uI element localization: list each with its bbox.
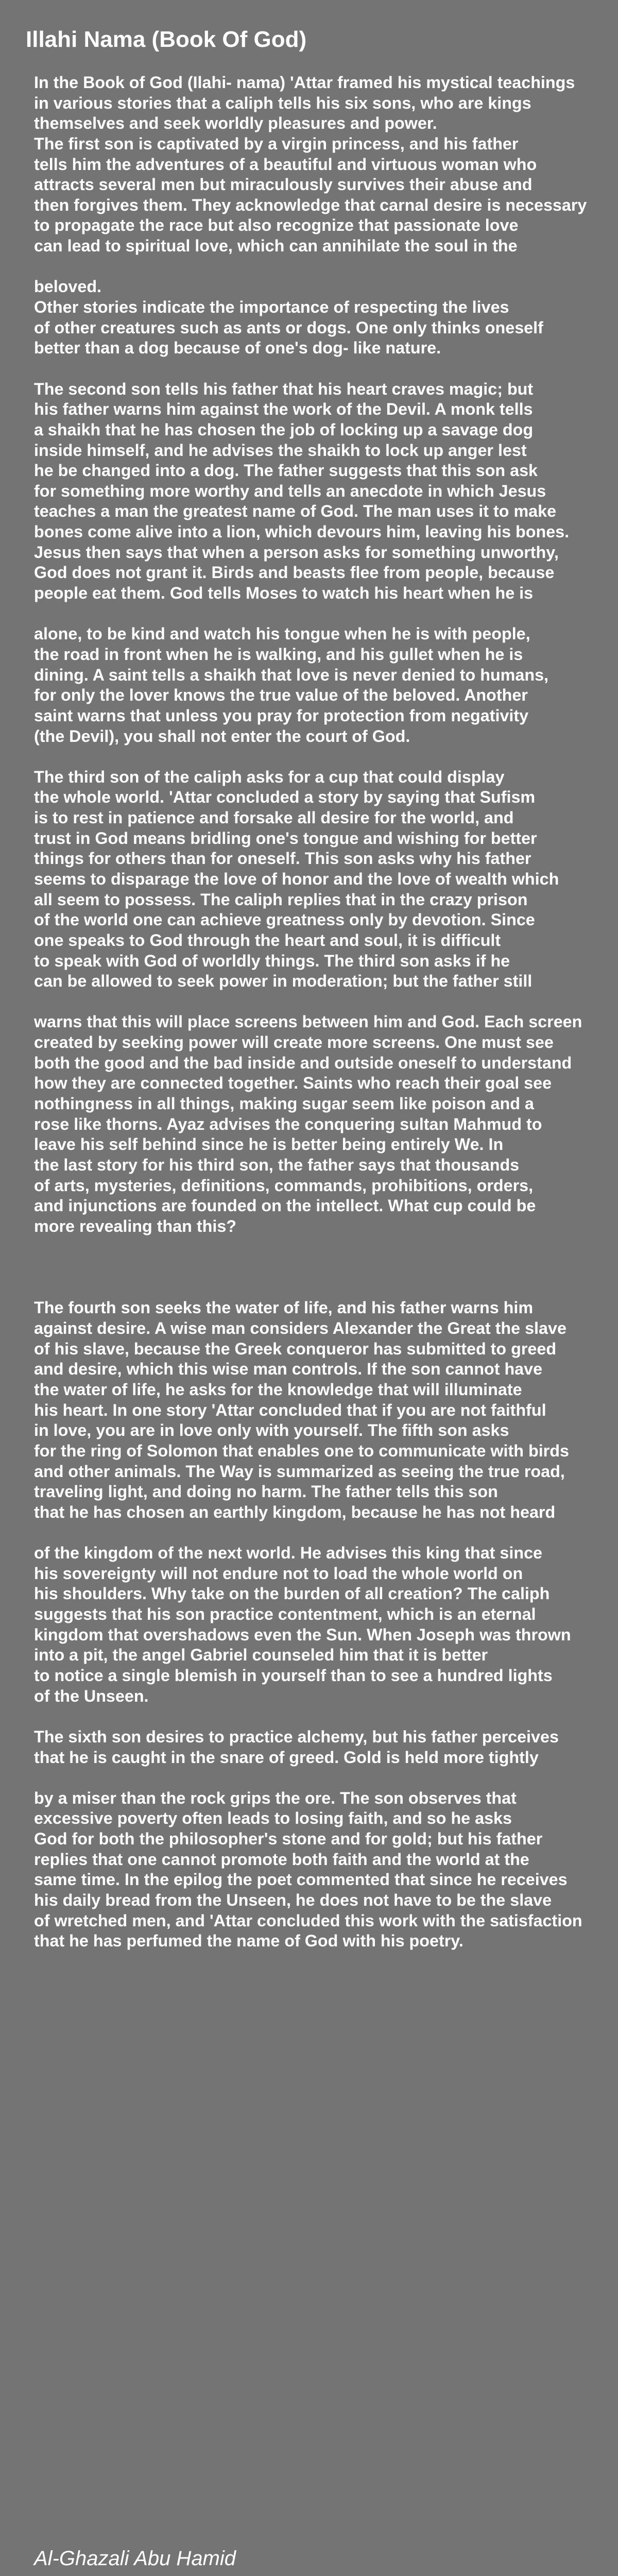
poem-line: In the Book of God (Ilahi- nama) 'Attar framed his mystical teachings — [34, 73, 575, 92]
poem-blank-line — [34, 992, 606, 1012]
poem-line: created by seeking power will create more screens. One must see — [34, 1033, 554, 1052]
poem-line: The sixth son desires to practice alchemy, but his father perceives — [34, 1727, 559, 1746]
poem-line: better than a dog because of one's dog- like nature. — [34, 338, 441, 358]
poem-line: by a miser than the rock grips the ore. The son observes that — [34, 1788, 517, 1807]
poem-line: the whole world. 'Attar concluded a story by saying that Sufism — [34, 788, 536, 807]
poem-line: people eat them. God tells Moses to watch his heart when he is — [34, 584, 534, 603]
poem-line: beloved. — [34, 277, 102, 296]
poem-line: to notice a single blemish in yourself than to see a hundred lights — [34, 1666, 553, 1685]
poem-line: and other animals. The Way is summarized as seeing the true road, — [34, 1462, 565, 1481]
poem-line: his shoulders. Why take on the burden of all creation? The caliph — [34, 1584, 550, 1603]
poem-line: his father warns him against the work of the Devil. A monk tells — [34, 400, 533, 419]
poem-blank-line — [34, 1522, 606, 1543]
poem-line: attracts several men but miraculously survives their abuse and — [34, 175, 533, 194]
poem-line: he be changed into a dog. The father suggests that this son ask — [34, 461, 538, 480]
poem-line: saint warns that unless you pray for protection from negativity — [34, 706, 529, 725]
poem-line: into a pit, the angel Gabriel counseled him that it is better — [34, 1646, 488, 1665]
poem-line: is to rest in patience and forsake all desire for the world, and — [34, 808, 514, 827]
poem-line: and injunctions are founded on the intellect. What cup could be — [34, 1196, 536, 1215]
poem-blank-line — [34, 1278, 606, 1298]
poem-line: same time. In the epilog the poet commented that since he receives — [34, 1870, 568, 1889]
poem-line: of arts, mysteries, definitions, commands, prohibitions, orders, — [34, 1176, 534, 1195]
poem-line: can lead to spiritual love, which can annihilate the soul in the — [34, 236, 518, 256]
poem-line: for the ring of Solomon that enables one to communicate with birds — [34, 1441, 569, 1460]
poem-line: for only the lover knows the true value of the beloved. Another — [34, 686, 528, 705]
poem-line: for something more worthy and tells an anecdote in which Jesus — [34, 481, 546, 500]
poem-line: his daily bread from the Unseen, he does not have to be the slave — [34, 1891, 552, 1910]
poem-line: (the Devil), you shall not enter the court of God. — [34, 726, 410, 745]
poem-line: both the good and the bad inside and outside oneself to understand — [34, 1053, 572, 1072]
poem-line: that he has perfumed the name of God with his poetry. — [34, 1931, 464, 1951]
poem-line: warns that this will place screens between him and God. Each screen — [34, 1012, 582, 1031]
poem-line: excessive poverty often leads to losing faith, and so he asks — [34, 1809, 512, 1828]
poem-blank-line — [34, 1257, 606, 1278]
poem-line: the road in front when he is walking, and his gullet when he is — [34, 645, 523, 664]
poem-line: teaches a man the greatest name of God. The man uses it to make — [34, 502, 557, 521]
poem-line: can be allowed to seek power in moderation; but the father still — [34, 972, 533, 991]
poem-line: trust in God means bridling one's tongue and wishing for better — [34, 828, 537, 848]
poem-line: God does not grant it. Birds and beasts flee from people, because — [34, 563, 555, 582]
poem-blank-line — [34, 1768, 606, 1788]
poem-line: of other creatures such as ants or dogs. One only thinks oneself — [34, 318, 543, 337]
poem-line: the last story for his third son, the father says that thousands — [34, 1155, 520, 1174]
poem-blank-line — [34, 747, 606, 767]
poem-blank-line — [34, 1706, 606, 1727]
poem-line: the water of life, he asks for the knowledge that will illuminate — [34, 1380, 522, 1399]
poem-line: how they are connected together. Saints who reach their goal see — [34, 1074, 552, 1093]
poem-line: dining. A saint tells a shaikh that love is never denied to humans, — [34, 665, 549, 684]
poem-line: themselves and seek worldly pleasures and power. — [34, 114, 437, 133]
poem-line: rose like thorns. Ayaz advises the conquering sultan Mahmud to — [34, 1114, 542, 1133]
poem-line: one speaks to God through the heart and soul, it is difficult — [34, 930, 501, 950]
poem-line: traveling light, and doing no harm. The father tells this son — [34, 1482, 498, 1501]
poem-line: The second son tells his father that his heart craves magic; but — [34, 379, 534, 398]
poem-line: in various stories that a caliph tells his six sons, who are kings — [34, 93, 531, 112]
poem-line: inside himself, and he advises the shaikh to lock up anger lest — [34, 440, 527, 460]
poem-blank-line — [34, 257, 606, 277]
poem-line: seems to disparage the love of honor and the love of wealth which — [34, 869, 559, 888]
poem-line: all seem to possess. The caliph replies that in the crazy prison — [34, 890, 528, 909]
poem-line: of the kingdom of the next world. He advises this king that since — [34, 1544, 542, 1563]
poem-line: to propagate the race but also recognize that passionate love — [34, 216, 519, 235]
poem-line: The third son of the caliph asks for a cup that could display — [34, 767, 505, 786]
poem-line: in love, you are in love only with yourself. The fifth son asks — [34, 1421, 509, 1440]
poem-line: his sovereignty will not endure not to load the whole world on — [34, 1564, 523, 1583]
poem-line: his heart. In one story 'Attar concluded that if you are not faithful — [34, 1400, 546, 1419]
poem-blank-line — [34, 359, 606, 379]
poem-line: bones come alive into a lion, which devours him, leaving his bones. — [34, 522, 570, 541]
poem-blank-line — [34, 604, 606, 624]
poem-line: that he is caught in the snare of greed. Gold is held more tightly — [34, 1748, 539, 1767]
poem-line: a shaikh that he has chosen the job of locking up a savage dog — [34, 420, 534, 439]
poem-line: of his slave, because the Greek conqueror has submitted to greed — [34, 1339, 557, 1358]
poem-line: nothingness in all things, making sugar seem like poison and a — [34, 1094, 534, 1113]
poem-line: The first son is captivated by a virgin princess, and his father — [34, 134, 519, 153]
poem-line: God for both the philosopher's stone and for gold; but his father — [34, 1829, 543, 1849]
poem-line: Jesus then says that when a person asks for something unworthy, — [34, 543, 559, 562]
poem-line: kingdom that overshadows even the Sun. When Joseph was thrown — [34, 1625, 571, 1644]
poem-line: things for others than for oneself. This son asks why his father — [34, 849, 531, 868]
poem-line: then forgives them. They acknowledge that carnal desire is necessary — [34, 195, 587, 214]
poem-line: leave his self behind since he is better being entirely We. In — [34, 1135, 504, 1154]
poem-line: Other stories indicate the importance of respecting the lives — [34, 298, 509, 317]
poem-line: to speak with God of worldly things. The third son asks if he — [34, 951, 510, 970]
poem-line: of the Unseen. — [34, 1686, 149, 1705]
poem-line: suggests that his son practice contentment, which is an eternal — [34, 1605, 536, 1624]
poem-body — [34, 73, 606, 1952]
poem-line: replies that one cannot promote both faith and the world at the — [34, 1850, 529, 1869]
poem-line: against desire. A wise man considers Alexander the Great the slave — [34, 1319, 566, 1338]
poem-line: of wretched men, and 'Attar concluded this work with the satisfaction — [34, 1911, 582, 1930]
poem-line: more revealing than this? — [34, 1216, 237, 1235]
poem-line: and desire, which this wise man controls. If the son cannot have — [34, 1360, 543, 1379]
poem-line: that he has chosen an earthly kingdom, because he has not heard — [34, 1502, 556, 1521]
poem-author: Al-Ghazali Abu Hamid — [34, 2547, 236, 2570]
poem-line: The fourth son seeks the water of life, and his father warns him — [34, 1298, 534, 1317]
poem-blank-line — [34, 1237, 606, 1258]
poem-line: alone, to be kind and watch his tongue when he is with people, — [34, 624, 530, 643]
poem-line: of the world one can achieve greatness only by devotion. Since — [34, 910, 535, 929]
poem-title: Illahi Nama (Book Of God) — [26, 27, 307, 52]
poem-line: tells him the adventures of a beautiful and virtuous woman who — [34, 155, 537, 174]
